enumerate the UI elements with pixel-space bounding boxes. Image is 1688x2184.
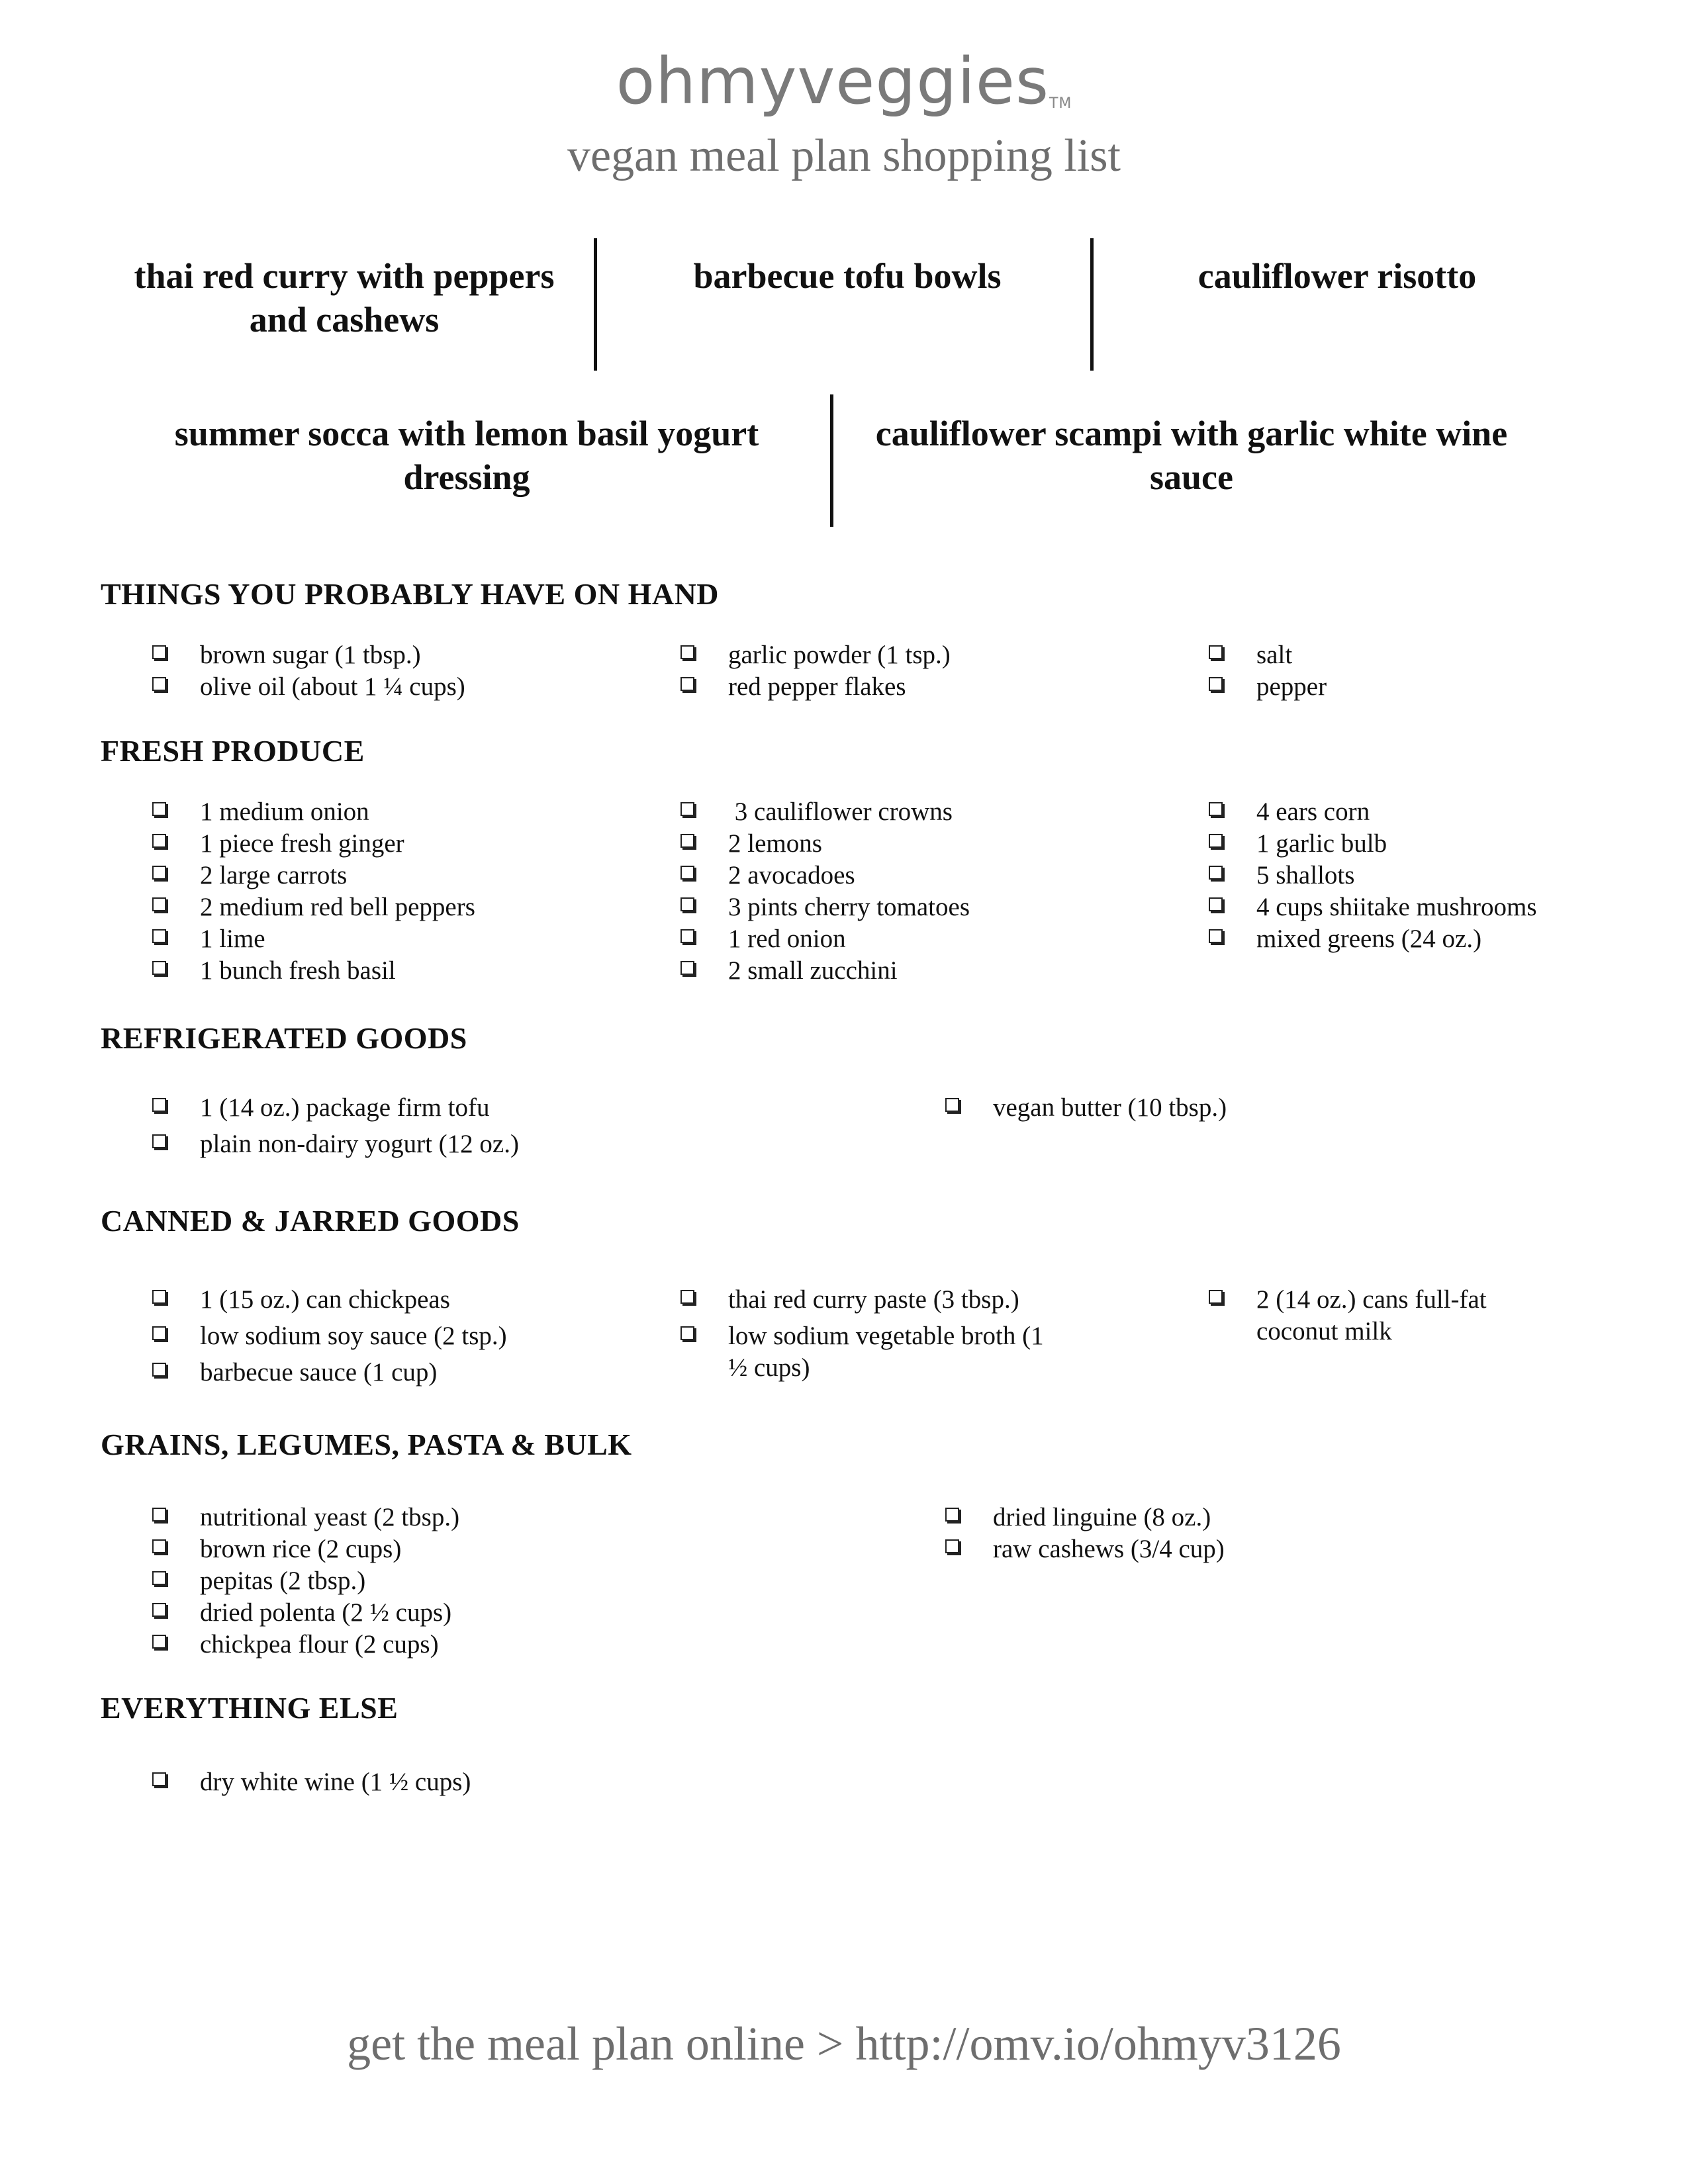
recipe-divider <box>830 394 833 527</box>
recipe-divider <box>594 238 597 371</box>
list-item[interactable]: brown rice (2 cups) <box>152 1533 814 1565</box>
list-item[interactable]: red pepper flakes <box>680 671 1184 703</box>
logo-text: ohmyveggies <box>616 44 1049 118</box>
recipe-divider <box>1090 238 1094 371</box>
list-item[interactable]: brown sugar (1 tbsp.) <box>152 639 655 671</box>
checkbox-icon[interactable] <box>1209 929 1223 943</box>
list-item[interactable]: chickpea flour (2 cups) <box>152 1629 814 1661</box>
checkbox-icon[interactable] <box>945 1539 959 1553</box>
checkbox-icon[interactable] <box>945 1098 959 1112</box>
list-item[interactable]: pepitas (2 tbsp.) <box>152 1565 814 1597</box>
list-item[interactable]: 1 (15 oz.) can chickpeas <box>152 1284 655 1316</box>
checkbox-icon[interactable] <box>152 897 166 911</box>
checkbox-icon[interactable] <box>152 677 166 691</box>
checkbox-icon[interactable] <box>680 897 694 911</box>
section-title-refrigerated: REFRIGERATED GOODS <box>101 1021 467 1055</box>
list-item[interactable]: 2 medium red bell peppers <box>152 891 655 923</box>
section-title-canned: CANNED & JARRED GOODS <box>101 1204 520 1238</box>
list-item[interactable]: dry white wine (1 ½ cups) <box>152 1766 814 1798</box>
list-item[interactable]: low sodium vegetable broth (1 ½ cups) <box>680 1320 1051 1384</box>
canned-column-1 <box>152 1284 655 1393</box>
list-item[interactable]: thai red curry paste (3 tbsp.) <box>680 1284 1051 1316</box>
on-hand-column-1 <box>152 639 655 703</box>
else-column-1 <box>152 1766 814 1798</box>
list-item[interactable]: nutritional yeast (2 tbsp.) <box>152 1502 814 1533</box>
list-item[interactable]: 2 lemons <box>680 828 1184 860</box>
refrigerated-column-1 <box>152 1092 814 1165</box>
checkbox-icon[interactable] <box>680 677 694 691</box>
checkbox-icon[interactable] <box>152 834 166 848</box>
list-item[interactable]: 1 medium onion <box>152 796 655 828</box>
checkbox-icon[interactable] <box>680 802 694 816</box>
checkbox-icon[interactable] <box>152 1326 166 1340</box>
checkbox-icon[interactable] <box>680 961 694 975</box>
canned-column-2 <box>680 1284 1051 1388</box>
section-title-everything-else: EVERYTHING ELSE <box>101 1691 399 1725</box>
list-item[interactable]: dried linguine (8 oz.) <box>945 1502 1541 1533</box>
checkbox-icon[interactable] <box>680 645 694 659</box>
checkbox-icon[interactable] <box>1209 645 1223 659</box>
list-item[interactable]: 4 cups shiitake mushrooms <box>1209 891 1646 923</box>
checkbox-icon[interactable] <box>152 1571 166 1585</box>
checkbox-icon[interactable] <box>152 1635 166 1649</box>
checkbox-icon[interactable] <box>680 866 694 880</box>
list-item[interactable]: pepper <box>1209 671 1619 703</box>
section-title-grains: GRAINS, LEGUMES, PASTA & BULK <box>101 1428 632 1461</box>
list-item[interactable]: dried polenta (2 ½ cups) <box>152 1597 814 1629</box>
list-item[interactable]: salt <box>1209 639 1619 671</box>
list-item[interactable]: low sodium soy sauce (2 tsp.) <box>152 1320 655 1352</box>
page-title: vegan meal plan shopping list <box>567 130 1121 181</box>
checkbox-icon[interactable] <box>152 866 166 880</box>
checkbox-icon[interactable] <box>152 645 166 659</box>
section-title-produce: FRESH PRODUCE <box>101 734 365 768</box>
refrigerated-column-2 <box>945 1092 1541 1128</box>
list-item[interactable]: vegan butter (10 tbsp.) <box>945 1092 1541 1124</box>
checkbox-icon[interactable] <box>680 929 694 943</box>
checkbox-icon[interactable] <box>680 1326 694 1340</box>
list-item[interactable]: garlic powder (1 tsp.) <box>680 639 1184 671</box>
recipe-title-5: cauliflower scampi with garlic white wine sauce <box>875 414 1508 497</box>
checkbox-icon[interactable] <box>152 802 166 816</box>
list-item[interactable]: mixed greens (24 oz.) <box>1209 923 1646 955</box>
checkbox-icon[interactable] <box>1209 677 1223 691</box>
checkbox-icon[interactable] <box>152 1134 166 1148</box>
list-item[interactable]: 2 avocadoes <box>680 860 1184 891</box>
checkbox-icon[interactable] <box>1209 802 1223 816</box>
section-title-on-hand: THINGS YOU PROBABLY HAVE ON HAND <box>101 577 720 611</box>
recipe-title-4: summer socca with lemon basil yogurt dressing <box>174 414 759 497</box>
checkbox-icon[interactable] <box>152 929 166 943</box>
list-item[interactable]: 1 (14 oz.) package firm tofu <box>152 1092 814 1124</box>
trademark-mark: TM <box>1049 95 1072 112</box>
recipe-title-1: thai red curry with peppers and cashews <box>134 256 555 340</box>
checkbox-icon[interactable] <box>152 1539 166 1553</box>
produce-column-2 <box>680 796 1184 987</box>
list-item[interactable]: 2 large carrots <box>152 860 655 891</box>
produce-column-3 <box>1209 796 1646 955</box>
checkbox-icon[interactable] <box>152 1772 166 1786</box>
checkbox-icon[interactable] <box>945 1508 959 1522</box>
on-hand-column-3 <box>1209 639 1619 703</box>
recipe-title-2: barbecue tofu bowls <box>693 256 1002 296</box>
checkbox-icon[interactable] <box>152 961 166 975</box>
list-item[interactable]: 1 piece fresh ginger <box>152 828 655 860</box>
list-item[interactable]: 3 pints cherry tomatoes <box>680 891 1184 923</box>
recipe-title-3: cauliflower risotto <box>1197 256 1477 296</box>
checkbox-icon[interactable] <box>680 834 694 848</box>
checkbox-icon[interactable] <box>152 1363 166 1377</box>
list-item[interactable]: 1 garlic bulb <box>1209 828 1646 860</box>
brand-logo <box>0 45 1688 118</box>
list-item[interactable]: plain non-dairy yogurt (12 oz.) <box>152 1128 814 1160</box>
checkbox-icon[interactable] <box>680 1290 694 1304</box>
list-item[interactable]: 3 cauliflower crowns <box>680 796 1184 828</box>
list-item[interactable]: 2 (14 oz.) cans full-fat coconut milk <box>1209 1284 1546 1347</box>
checkbox-icon[interactable] <box>152 1290 166 1304</box>
list-item[interactable]: 1 bunch fresh basil <box>152 955 655 987</box>
list-item[interactable]: 2 small zucchini <box>680 955 1184 987</box>
on-hand-column-2 <box>680 639 1184 703</box>
produce-column-1 <box>152 796 655 987</box>
checkbox-icon[interactable] <box>152 1603 166 1617</box>
checkbox-icon[interactable] <box>1209 1290 1223 1304</box>
list-item[interactable]: 4 ears corn <box>1209 796 1646 828</box>
list-item[interactable]: 1 lime <box>152 923 655 955</box>
checkbox-icon[interactable] <box>152 1098 166 1112</box>
checkbox-icon[interactable] <box>1209 897 1223 911</box>
list-item[interactable]: olive oil (about 1 ¼ cups) <box>152 671 655 703</box>
list-item[interactable]: raw cashews (3/4 cup) <box>945 1533 1541 1565</box>
canned-column-3 <box>1209 1284 1546 1352</box>
list-item[interactable]: barbecue sauce (1 cup) <box>152 1357 655 1388</box>
list-item[interactable]: 1 red onion <box>680 923 1184 955</box>
list-item[interactable]: 5 shallots <box>1209 860 1646 891</box>
grains-column-1 <box>152 1502 814 1661</box>
checkbox-icon[interactable] <box>1209 866 1223 880</box>
meal-plan-link[interactable]: get the meal plan online > http://omv.io/ohmyv3126 <box>347 2017 1341 2070</box>
grains-column-2 <box>945 1502 1541 1565</box>
checkbox-icon[interactable] <box>1209 834 1223 848</box>
checkbox-icon[interactable] <box>152 1508 166 1522</box>
